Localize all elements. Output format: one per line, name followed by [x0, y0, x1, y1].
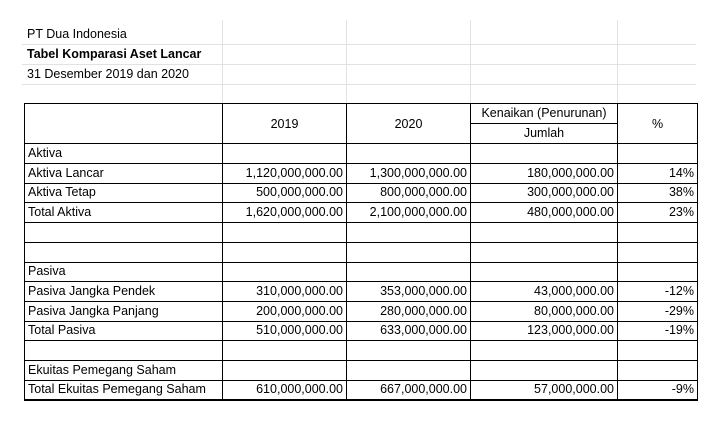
table-cell-v2020: 280,000,000.00 [380, 304, 467, 318]
table-cell-change: 480,000,000.00 [527, 205, 614, 219]
header-change: Kenaikan (Penurunan) [481, 106, 607, 120]
table-cell-label: Aktiva Tetap [28, 185, 96, 199]
table-cell-v2019: 510,000,000.00 [256, 323, 343, 337]
header-2019: 2019 [270, 117, 299, 131]
table-cell-v2020: 800,000,000.00 [380, 185, 467, 199]
table-cell-pct: -9% [671, 382, 694, 396]
table-cell-change: 57,000,000.00 [534, 382, 614, 396]
table-cell-v2019: 610,000,000.00 [256, 382, 343, 396]
table-cell-v2020: 667,000,000.00 [380, 382, 467, 396]
table-cell-change: 123,000,000.00 [527, 323, 614, 337]
report-date: 31 Desember 2019 dan 2020 [27, 67, 189, 81]
table-cell-change: 300,000,000.00 [527, 185, 614, 199]
table-cell-pct: 38% [668, 185, 694, 199]
table-cell-pct: -19% [664, 323, 694, 337]
table-cell-label: Ekuitas Pemegang Saham [28, 363, 177, 377]
table-cell-label: Pasiva Jangka Pendek [28, 284, 156, 298]
gridline [22, 84, 696, 85]
table-cell-pct: 14% [668, 166, 694, 180]
table-border [222, 103, 223, 401]
table-cell-v2019: 310,000,000.00 [256, 284, 343, 298]
table-cell-pct: -29% [664, 304, 694, 318]
table-cell-pct: -12% [664, 284, 694, 298]
header-amount: Jumlah [523, 126, 565, 140]
table-border [24, 400, 698, 401]
table-border [470, 103, 471, 401]
table-cell-label: Total Ekuitas Pemegang Saham [28, 382, 206, 396]
row-border [24, 242, 697, 243]
table-cell-label: Aktiva Lancar [28, 166, 104, 180]
table-cell-v2019: 1,620,000,000.00 [245, 205, 343, 219]
table-cell-v2020: 1,300,000,000.00 [369, 166, 467, 180]
header-2020: 2020 [394, 117, 423, 131]
table-cell-label: Pasiva Jangka Panjang [28, 304, 159, 318]
row-border [24, 399, 697, 400]
table-cell-label: Aktiva [28, 146, 63, 160]
table-cell-v2020: 353,000,000.00 [380, 284, 467, 298]
table-cell-label: Pasiva [28, 264, 66, 278]
table-cell-v2020: 2,100,000,000.00 [369, 205, 467, 219]
table-border [697, 103, 698, 401]
table-cell-label: Total Pasiva [28, 323, 96, 337]
table-cell-label: Total Aktiva [28, 205, 92, 219]
row-border [24, 340, 697, 341]
table-cell-change: 80,000,000.00 [534, 304, 614, 318]
table-cell-pct: 23% [668, 205, 694, 219]
header-percent: % [651, 117, 664, 131]
table-cell-change: 43,000,000.00 [534, 284, 614, 298]
table-cell-v2020: 633,000,000.00 [380, 323, 467, 337]
row-border [24, 222, 697, 223]
company-name: PT Dua Indonesia [27, 27, 127, 41]
table-cell-v2019: 1,120,000,000.00 [245, 166, 343, 180]
table-cell-v2019: 500,000,000.00 [256, 185, 343, 199]
table-cell-change: 180,000,000.00 [527, 166, 614, 180]
table-cell-v2019: 200,000,000.00 [256, 304, 343, 318]
report-title: Tabel Komparasi Aset Lancar [27, 47, 202, 61]
table-border [617, 103, 618, 401]
table-border [346, 103, 347, 401]
